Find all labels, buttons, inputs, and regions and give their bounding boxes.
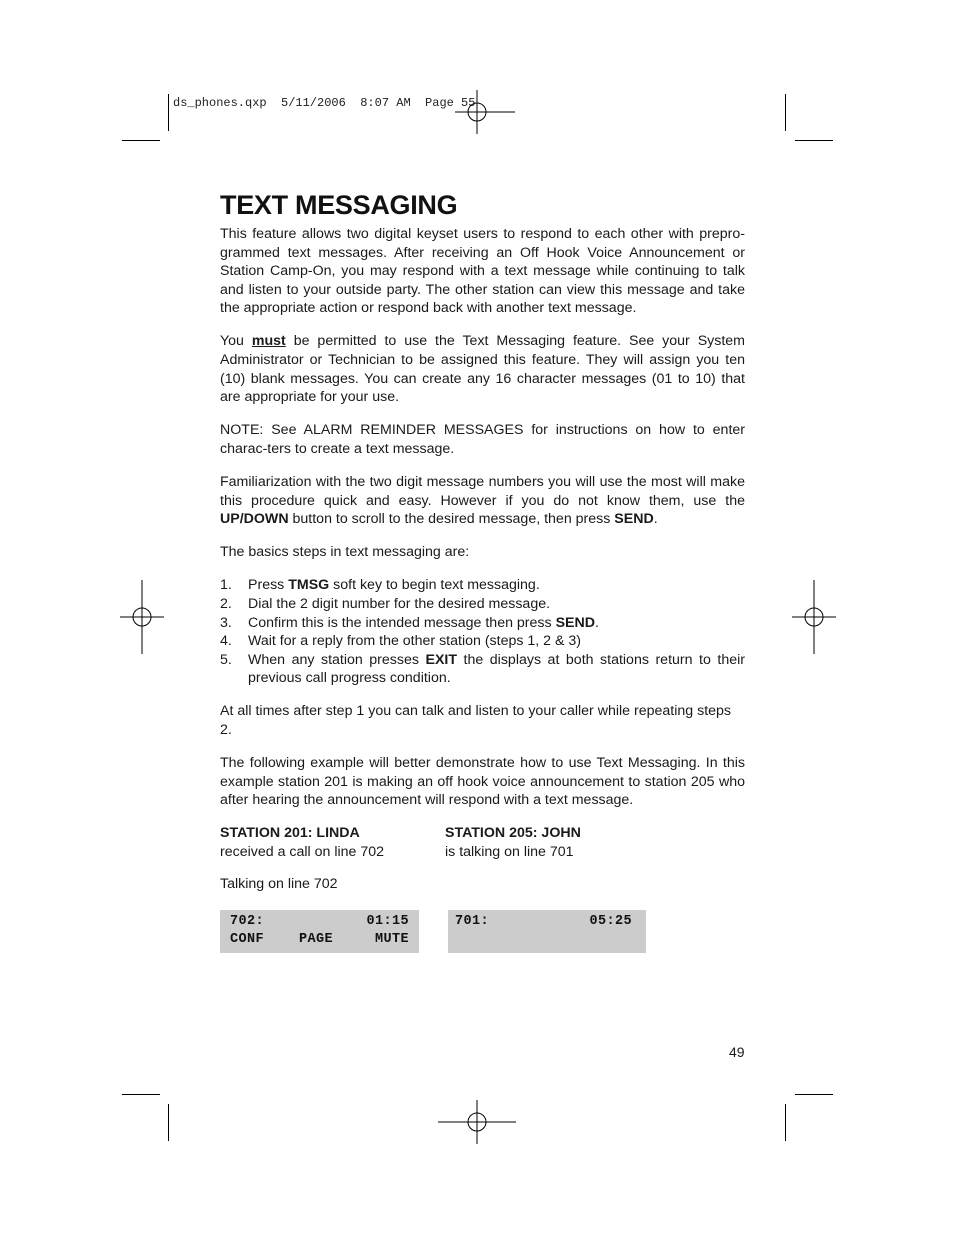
step-number: 4. — [220, 633, 232, 650]
text-span: . — [653, 511, 658, 528]
stations-row — [220, 824, 745, 861]
note-paragraph: NOTE: See ALARM REMINDER MESSAGES for instructions on how to enter charac-ters to create a text message. — [220, 422, 745, 457]
registration-mark-bottom — [438, 1100, 516, 1144]
print-slug: ds_phones.qxp 5/11/2006 8:07 AM Page 55 — [173, 96, 476, 110]
registration-mark-left — [120, 580, 164, 654]
lcd-line: 702: — [230, 914, 265, 929]
lcd-line: 701: — [455, 914, 490, 929]
page-title: TEXT MESSAGING — [220, 190, 458, 220]
lcd-row — [230, 914, 409, 932]
familiarization-paragraph — [220, 473, 745, 529]
station-right — [445, 824, 670, 861]
crop-mark — [795, 1094, 833, 1095]
step-key: EXIT — [425, 651, 458, 668]
text-span: the displays at both stations return to their previous call progress condition. — [248, 651, 745, 687]
crop-mark — [122, 140, 160, 141]
lcd-display-right — [448, 910, 646, 953]
step-item — [220, 614, 745, 633]
page-content — [220, 190, 745, 908]
softkey-conf[interactable]: CONF — [230, 932, 265, 947]
text-span: Wait for a reply from the other station (steps 1, 2 & 3) — [248, 633, 582, 650]
lcd-timer: 01:15 — [366, 914, 409, 929]
station-left-desc: received a call on line 702 — [220, 844, 385, 861]
station-right-title: STATION 205: JOHN — [445, 825, 581, 842]
permission-paragraph — [220, 332, 745, 406]
intro-paragraph: This feature allows two digital keyset users to respond to each other with prepro-grammed text messages. After receiving an Off Hook Voice Announcement or Station Camp-On, you may respond with a text message while continuing to talk and listen to your outside party. The other station can view this message and take the appropriate action or respond back with another text message. — [220, 226, 745, 317]
text-span: button to scroll to the desired message, then press — [288, 511, 615, 528]
text-span: When any station presses — [248, 651, 426, 668]
text-span: be permitted to use the Text Messaging feature. See your System Administrator or Technician to be assigned this feature. They will assign you ten (10) blank messages. You can create any 16 character messages (01 to 10) that are appropriate for your use. — [220, 333, 745, 406]
registration-mark-top — [455, 90, 515, 134]
step-item — [220, 595, 745, 614]
softkey-mute[interactable]: MUTE — [374, 932, 409, 947]
crop-mark — [168, 1104, 169, 1141]
station-left-title: STATION 201: LINDA — [220, 825, 360, 842]
station-right-desc: is talking on line 701 — [445, 844, 574, 861]
registration-mark-right — [792, 580, 836, 654]
step-key: TMSG — [288, 577, 330, 594]
text-span: Press — [248, 577, 289, 594]
crop-mark — [795, 140, 833, 141]
text-span: Confirm this is the intended message then press — [248, 614, 556, 631]
step-number: 1. — [220, 577, 232, 594]
page-number: 49 — [729, 1044, 745, 1060]
repeat-paragraph: At all times after step 1 you can talk and listen to your caller while repeating steps 2. — [220, 703, 732, 739]
step-number: 5. — [220, 651, 232, 668]
text-span: . — [594, 614, 599, 631]
basics-heading: The basics steps in text messaging are: — [220, 544, 470, 561]
updown-key: UP/DOWN — [220, 511, 289, 528]
lcd-row — [455, 914, 632, 932]
step-number: 3. — [220, 614, 232, 631]
crop-mark — [785, 94, 786, 131]
send-key: SEND — [614, 511, 654, 528]
must-emphasis: must — [251, 333, 286, 350]
station-left — [220, 824, 445, 861]
step-item — [220, 651, 745, 688]
crop-mark — [785, 1104, 786, 1141]
crop-mark — [122, 1094, 160, 1095]
text-span: You — [220, 333, 252, 350]
steps-list — [220, 576, 745, 688]
text-span: Dial the 2 digit number for the desired message. — [248, 596, 551, 612]
softkey-page[interactable]: PAGE — [299, 932, 334, 947]
lcd-softkeys — [230, 932, 409, 950]
example-paragraph: The following example will better demonstrate how to use Text Messaging. In this example station 201 is making an off hook voice announcement to station 205 who after hearing the announcement will respond with a text message. — [220, 755, 745, 809]
crop-mark — [168, 94, 169, 131]
text-span: soft key to begin text messaging. — [329, 577, 540, 594]
step-item — [220, 632, 745, 651]
talking-line: Talking on line 702 — [220, 875, 338, 892]
lcd-display-left — [220, 910, 419, 953]
step-number: 2. — [220, 596, 232, 612]
text-span: Familiarization with the two digit message numbers you will use the most will make this procedure quick and easy. However if you do not know them, use the — [220, 474, 745, 509]
step-item — [220, 576, 745, 595]
step-key: SEND — [555, 614, 595, 631]
lcd-timer: 05:25 — [589, 914, 632, 929]
